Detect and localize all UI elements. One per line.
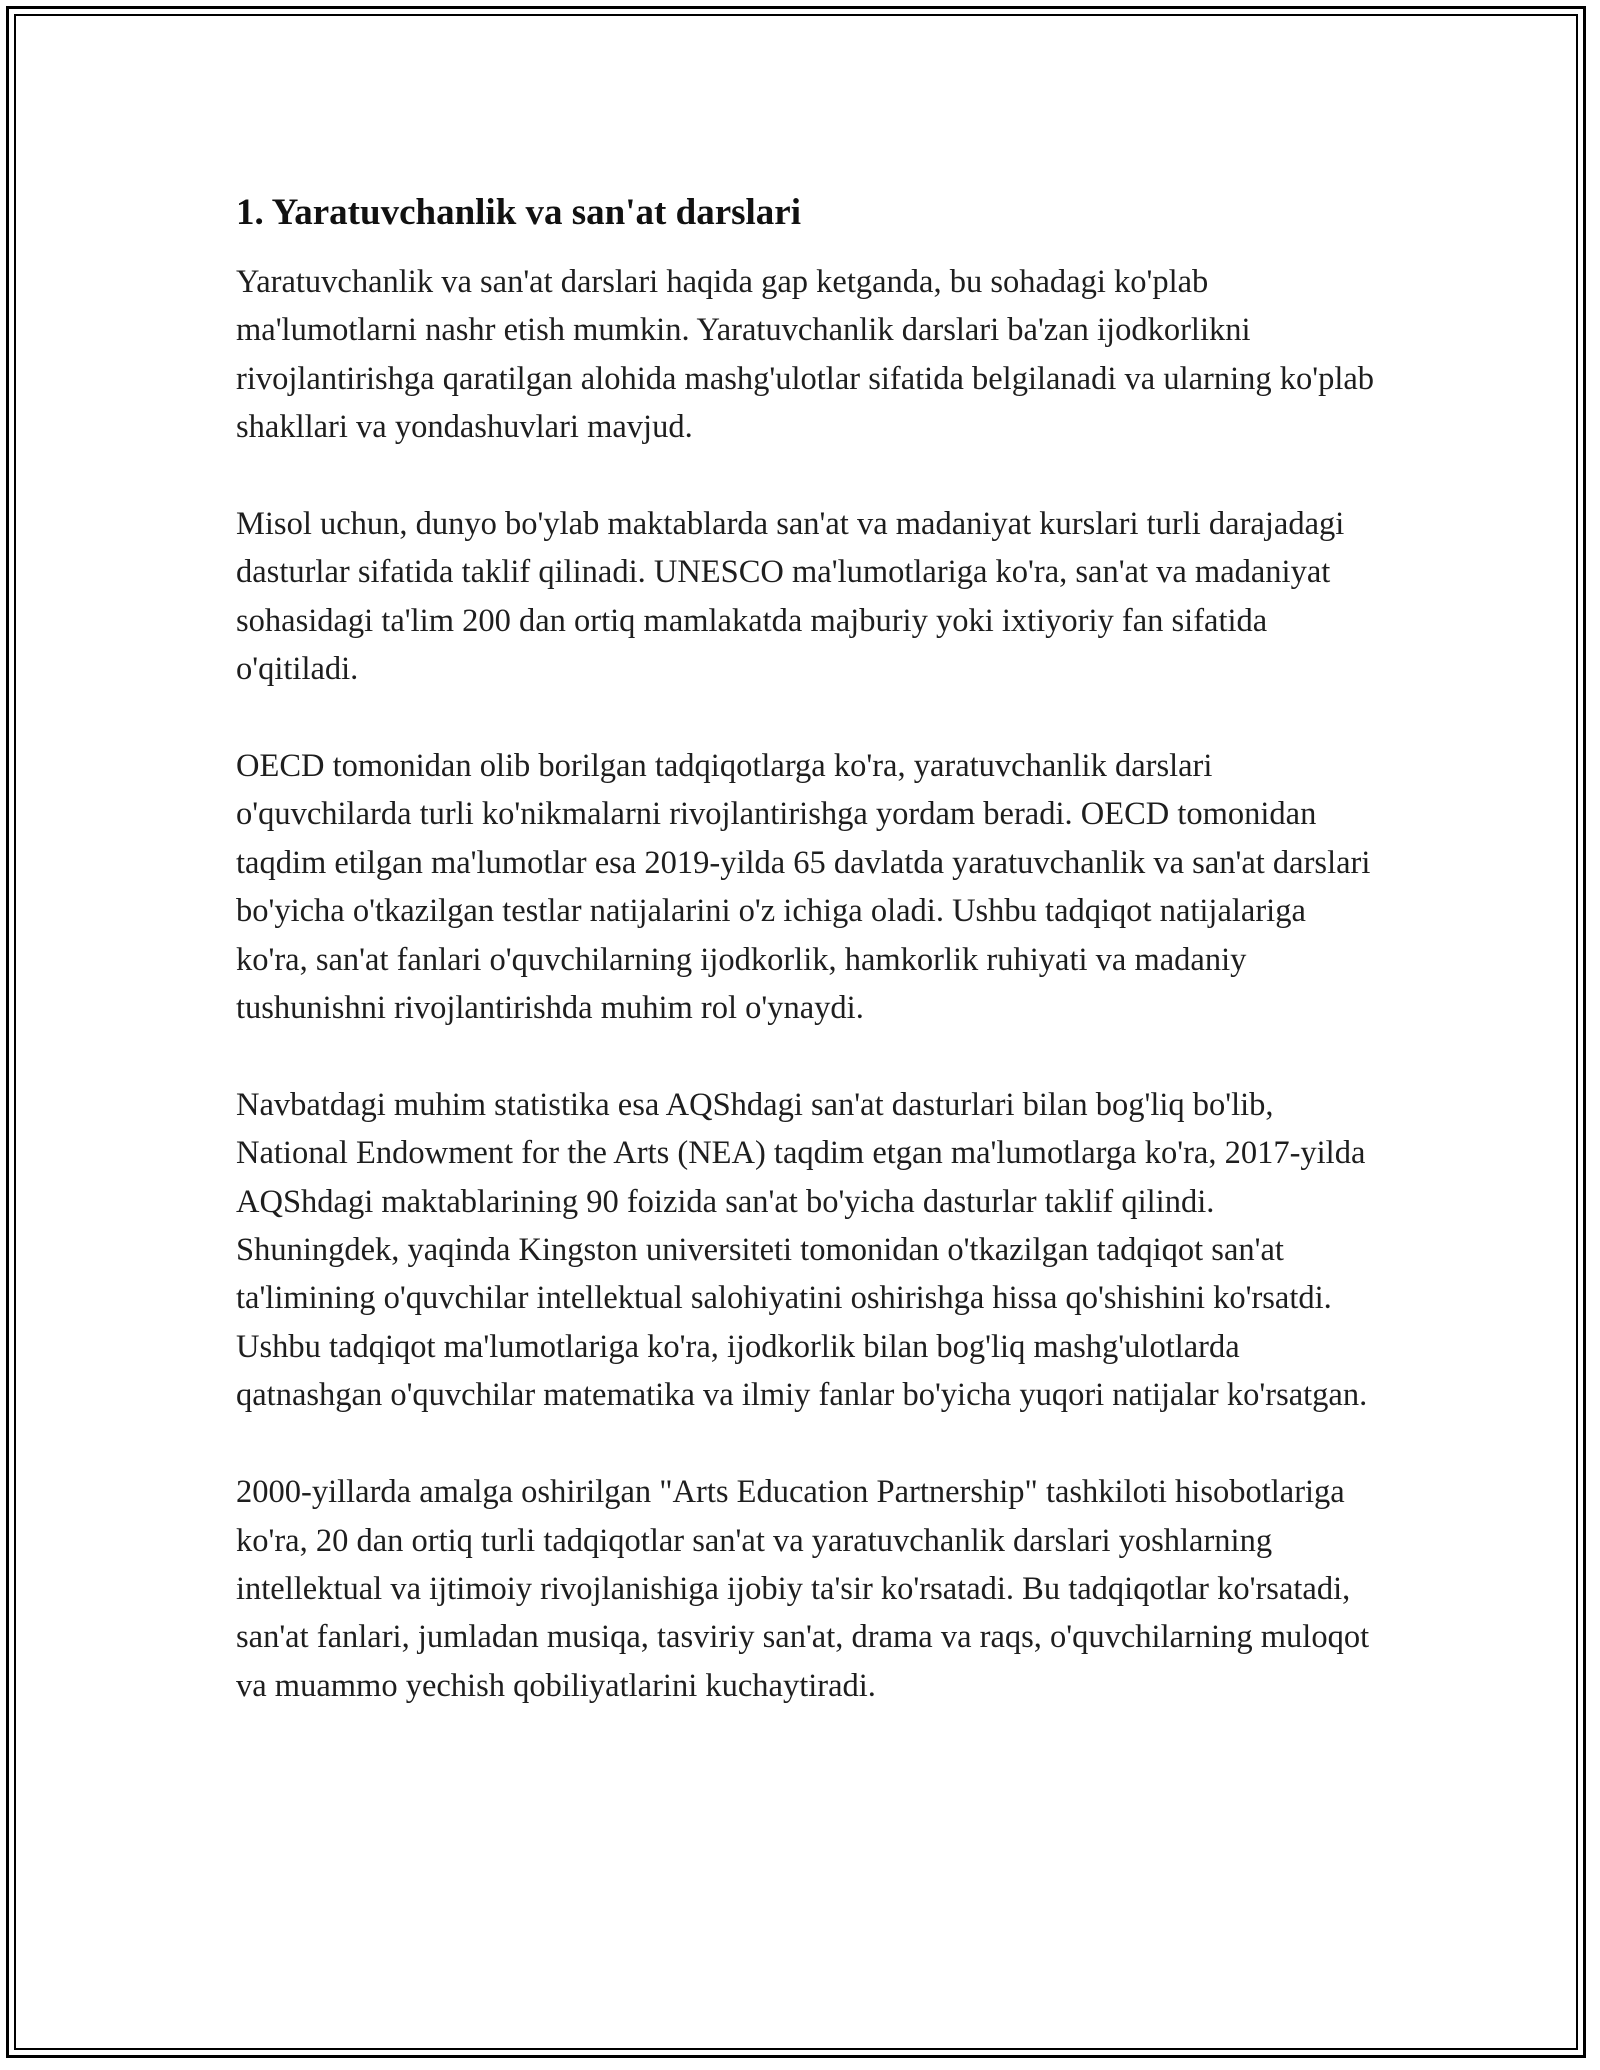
- paragraph-nea: Navbatdagi muhim statistika esa AQShdagi san'at dasturlari bilan bog'liq bo'lib, National Endowment for the Arts (NEA) taqdim etgan ma'lumotlarga ko'ra, 2017-yilda AQShdagi maktablarining 90 foizida san'at bo'yicha dasturlar taklif qilindi. Shuningdek, yaqinda Kingston universiteti tomonidan o'tkazilgan tadqiqot san'at ta'limining o'quvchilar intellektual salohiyatini oshirishga hissa qo'shishini ko'rsatdi. Ushbu tadqiqot ma'lumotlariga ko'ra, ijodkorlik bilan bog'liq mashg'ulotlarda qatnashgan o'quvchilar matematika va ilmiy fanlar bo'yicha yuqori natijalar ko'rsatgan.: [236, 1086, 1368, 1414]
- paragraph-oecd: OECD tomonidan olib borilgan tadqiqotlarga ko'ra, yaratuvchanlik darslari o'quvchilarda turli ko'nikmalarni rivojlantirishga yordam beradi. OECD tomonidan taqdim etilgan ma'lumotlar esa 2019-yilda 65 davlatda yaratuvchanlik va san'at darslari bo'yicha o'tkazilgan testlar natijalarini o'z ichiga oladi. Ushbu tadqiqot natijalariga ko'ra, san'at fanlari o'quvchilarning ijodkorlik, hamkorlik ruhiyati va madaniy tushunishni rivojlantirishda muhim rol o'ynaydi.: [236, 748, 1371, 1027]
- paragraph-intro: Yaratuvchanlik va san'at darslari haqida gap ketganda, bu sohadagi ko'plab ma'lumotlarni nashr etish mumkin. Yaratuvchanlik darslari ba'zan ijodkorlikni rivojlantirishga qaratilgan alohida mashg'ulotlar sifatida belgilanadi va ularning ko'plab shakllari va yondashuvlari mavjud.: [236, 264, 1375, 446]
- section-heading: 1. Yaratuvchanlik va san'at darslari: [236, 192, 801, 233]
- document-body: [236, 190, 1376, 1759]
- paragraph-unesco: Misol uchun, dunyo bo'ylab maktablarda san'at va madaniyat kurslari turli darajadagi dasturlar sifatida taklif qilinadi. UNESCO ma'lumotlariga ko'ra, san'at va madaniyat sohasidagi ta'lim 200 dan ortiq mamlakatda majburiy yoki ixtiyoriy fan sifatida o'qitiladi.: [236, 506, 1345, 688]
- paragraph-aep: 2000-yillarda amalga oshirilgan "Arts Education Partnership" tashkiloti hisobotlariga ko'ra, 20 dan ortiq turli tadqiqotlar san'at va yaratuvchanlik darslari yoshlarning intellektual va ijtimoiy rivojlanishiga ijobiy ta'sir ko'rsatadi. Bu tadqiqotlar ko'rsatadi, san'at fanlari, jumladan musiqa, tasviriy san'at, drama va raqs, o'quvchilarning muloqot va muammo yechish qobiliyatlarini kuchaytiradi.: [236, 1474, 1370, 1704]
